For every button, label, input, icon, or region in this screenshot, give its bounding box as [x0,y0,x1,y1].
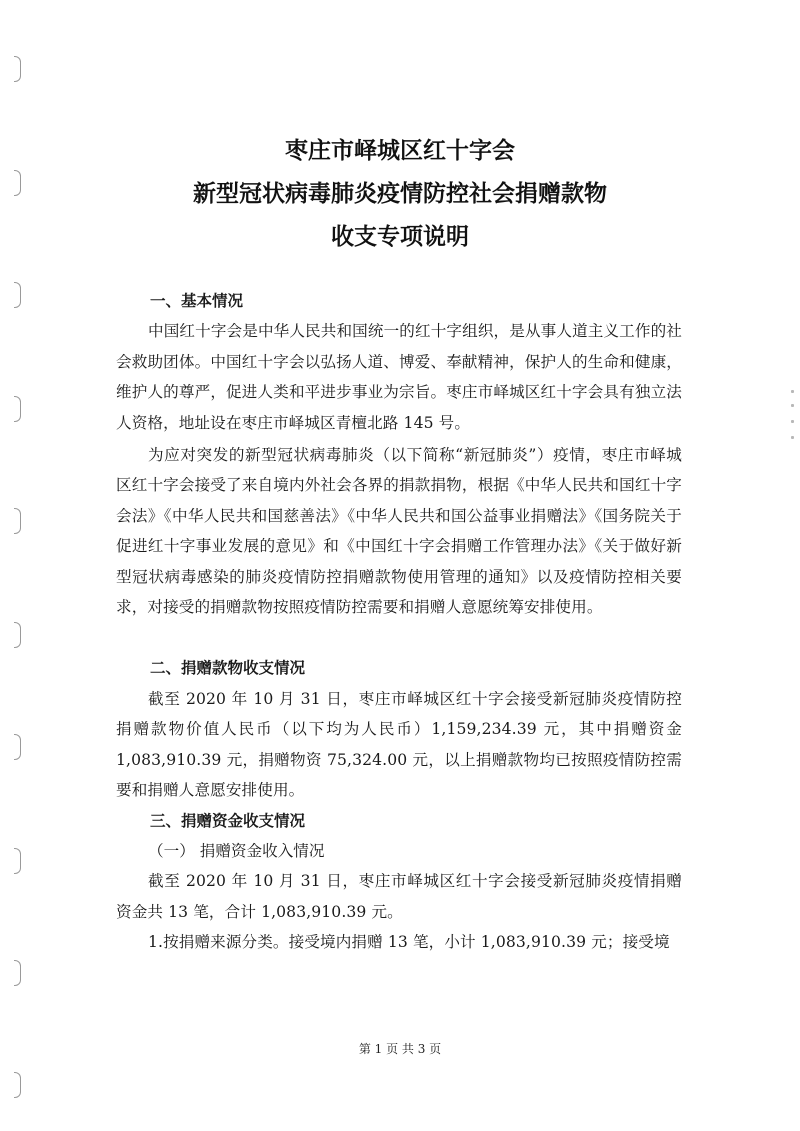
binding-hole-mark [14,1072,21,1098]
binding-hole-mark [14,622,21,648]
subsection-heading: （一） 捐赠资金收入情况 [148,841,325,860]
title-line: 新型冠状病毒肺炎疫情防控社会捐赠款物 [193,181,607,207]
title-line: 枣庄市峄城区红十字会 [285,138,515,164]
scan-edge-specks [786,390,794,450]
title-line: 收支专项说明 [331,224,469,250]
binding-hole-mark [14,508,21,534]
paragraph: 为应对突发的新型冠状病毒肺炎（以下简称“新冠肺炎”）疫情，枣庄市峄城区红十字会接受了来自境内外社会各界的捐款捐物，根据《中华人民共和国红十字会法》《中华人民共和国慈善法》《中华人民共和国公益事业捐赠法》《国务院关于促进红十字事业发展的意见》和《中国红十字会捐赠工作管理办法》《关于做好新型冠状病毒感染的肺炎疫情防控捐赠款物使用管理的通知》以及疫情防控相关要求，对接受的捐赠款物按照疫情防控需要和捐赠人意愿统筹安排使用。 [116,446,682,617]
section-heading: 二、捐赠款物收支情况 [150,659,306,678]
binding-hole-mark [14,56,21,82]
binding-hole-mark [14,396,21,422]
paragraph: 1.按捐赠来源分类。接受境内捐赠 13 笔，小计 1,083,910.39 元；接受境 [148,933,670,952]
page-number-footer: 第 1 页 共 3 页 [358,1042,442,1056]
binding-hole-mark [14,848,21,874]
binding-hole-mark [14,282,21,308]
document-body [116,286,682,958]
binding-hole-mark [14,734,21,760]
section-heading: 一、基本情况 [150,292,244,310]
binding-hole-mark [14,960,21,986]
section-heading: 三、捐赠资金收支情况 [150,811,306,830]
paragraph: 中国红十字会是中华人民共和国统一的红十字组织，是从事人道主义工作的社会救助团体。中国红十字会以弘扬人道、博爱、奉献精神，保护人的生命和健康，维护人的尊严，促进人类和平进步事业为宗旨。枣庄市峄城区红十字会具有独立法人资格，地址设在枣庄市峄城区青檀北路 145 号。 [116,322,682,432]
paragraph: 截至 2020 年 10 月 31 日，枣庄市峄城区红十字会接受新冠肺炎疫情防控捐赠款物价值人民币（以下均为人民币）1,159,234.39 元，其中捐赠资金1,083,910.39 元，捐赠物资 75,324.00 元，以上捐赠款物均已按照疫情防控需要和捐赠人意愿安排使用。 [116,689,682,800]
document-title [0,130,800,259]
paragraph: 截至 2020 年 10 月 31 日，枣庄市峄城区红十字会接受新冠肺炎疫情捐赠资金共 13 笔，合计 1,083,910.39 元。 [116,872,682,921]
